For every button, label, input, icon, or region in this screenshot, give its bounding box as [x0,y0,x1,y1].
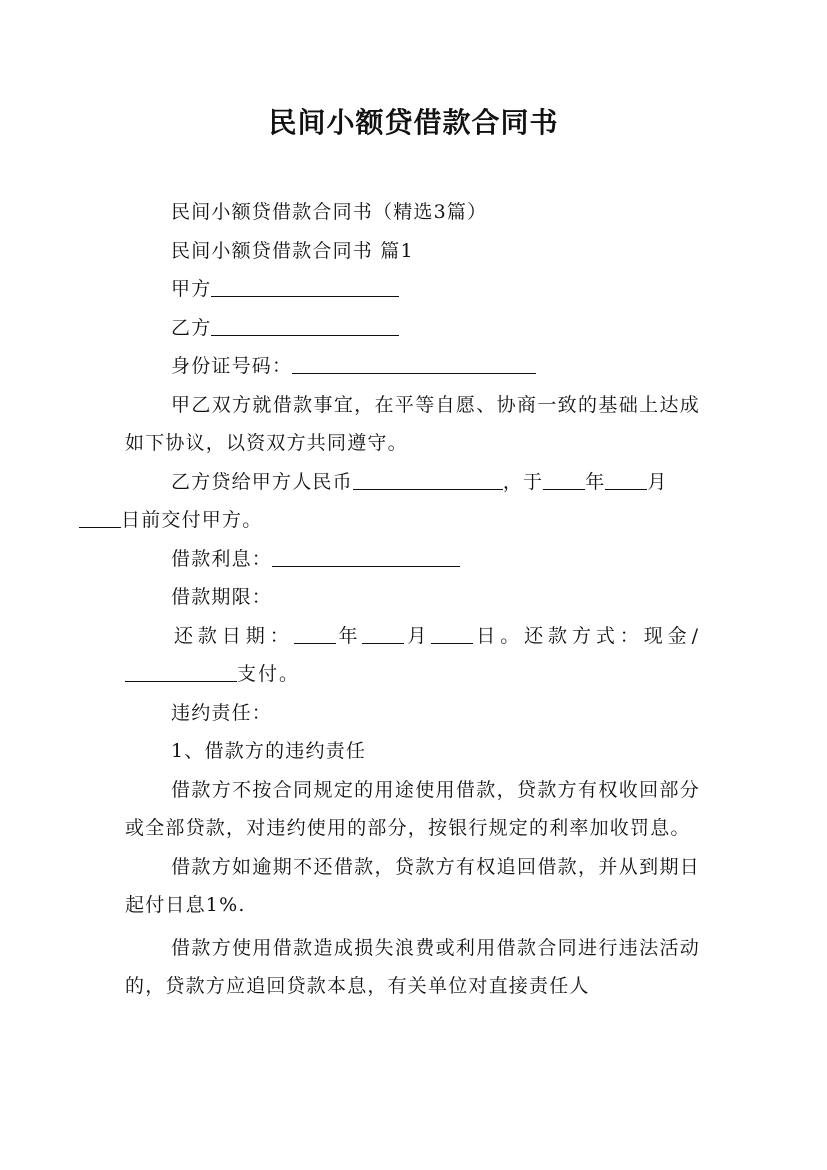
loan-clause-part1: 乙方贷给甲方人民币 [171,470,353,493]
paragraph-misuse: 借款方不按合同规定的用途使用借款，贷款方有权收回部分或全部贷款，对违约使用的部分，按银行规定的利率加收罚息。 [125,778,700,839]
loan-clause [121,463,700,540]
party-b-label: 乙方 [171,316,212,339]
repay-year-blank [294,625,336,644]
party-a-blank [211,278,399,297]
party-b-line [125,309,700,348]
interest-line [125,540,700,579]
paragraph-agreement: 甲乙双方就借款事宜，在平等自愿、协商一致的基础上达成如下协议，以资双方共同遵守。 [125,393,700,454]
document-title: 民间小额贷借款合同书 [268,106,559,139]
paragraph-illegal-use: 借款方使用借款造成损失浪费或利用借款合同进行违法活动的，贷款方应追回贷款本息，有关单位对直接责任人 [125,936,700,997]
loan-month-blank [605,471,647,490]
interest-label: 借款利息： [171,547,273,570]
id-number-label: 身份证号码： [171,355,293,377]
repay-clause-day: 日。还款方式：现金/ [473,624,700,647]
loan-year-blank [543,471,585,490]
id-number-line [125,347,700,386]
party-a-label: 甲方 [171,278,212,300]
loan-clause-year: 年 [585,470,606,493]
repay-day-blank [431,625,473,644]
loan-amount-blank [353,471,503,490]
repay-clause-month: 月 [404,624,432,647]
loan-clause-month: 月 [647,470,668,493]
repay-month-blank [362,625,404,644]
id-number-blank [292,355,536,374]
party-a-line [125,270,700,309]
repay-clause-year: 年 [335,624,363,647]
paragraph-overdue: 借款方如逾期不还借款，贷款方有权追回借款，并从到期日起付日息1%. [125,855,700,916]
breach-heading: 违约责任： [171,701,273,724]
borrower-breach-heading: 1、借款方的违约责任 [171,740,367,762]
repay-clause-part2: 支付。 [237,663,301,685]
paragraph-section-heading: 民间小额贷借款合同书 篇1 [171,239,414,262]
loan-clause-part3: 日前交付甲方。 [121,509,263,531]
repay-clause [125,617,700,694]
loan-term-line: 借款期限： [171,586,273,608]
paragraph-subtitle: 民间小额贷借款合同书（精选3篇） [171,201,488,223]
loan-clause-part2: ，于 [502,470,544,493]
loan-day-blank [79,509,121,528]
party-b-blank [211,317,399,336]
document-body [121,193,700,1006]
repay-clause-part1: 还款日期： [174,624,294,647]
repay-method-blank [125,663,237,682]
interest-blank [272,548,460,567]
